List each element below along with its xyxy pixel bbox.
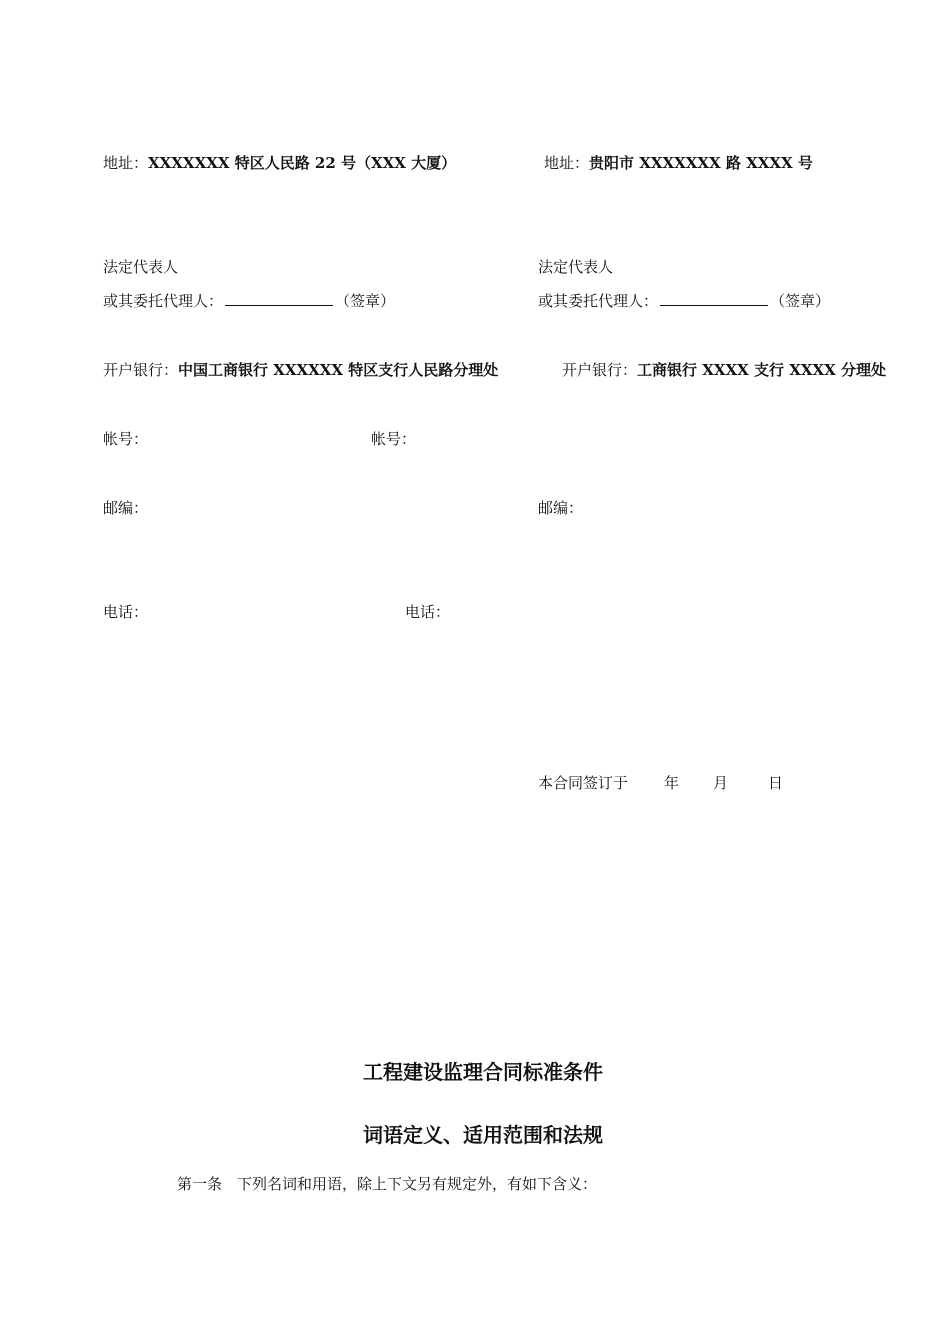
party-b-bank-value: 工商银行 XXXX 支行 XXXX 分理处 <box>637 361 887 379</box>
party-a-address-value: XXXXXXX 特区人民路 22 号（XXX 大厦） <box>148 154 457 172</box>
party-a-seal: （签章） <box>335 292 396 310</box>
party-b-postcode-label: 邮编： <box>538 499 584 517</box>
party-a-address-label: 地址： <box>103 154 149 172</box>
party-b-bank <box>562 360 886 380</box>
party-b-account-label: 帐号： <box>371 430 417 448</box>
section-subtitle: 词语定义、适用范围和法规 <box>363 1123 603 1147</box>
signing-month: 月 <box>713 774 729 792</box>
party-a-phone-label: 电话： <box>103 603 149 621</box>
party-b-signature-blank[interactable] <box>660 291 768 306</box>
party-a-bank-value: 中国工商银行 XXXXXX 特区支行人民路分理处 <box>178 361 499 379</box>
party-a-bank-label: 开户银行： <box>103 361 179 379</box>
party-b-address-value: 贵阳市 XXXXXXX 路 XXXX 号 <box>589 154 813 172</box>
party-b-address <box>544 153 813 173</box>
party-b-agent-label: 或其委托代理人： <box>538 292 659 310</box>
party-a-signature-blank[interactable] <box>225 291 333 306</box>
signing-date <box>538 773 783 793</box>
signing-day: 日 <box>768 774 784 792</box>
party-b-seal: （签章） <box>770 292 831 310</box>
party-b-phone-label: 电话： <box>405 603 451 621</box>
party-a-postcode-label: 邮编： <box>103 499 149 517</box>
section-title: 工程建设监理合同标准条件 <box>363 1060 603 1084</box>
party-a-agent-label: 或其委托代理人： <box>103 292 224 310</box>
party-b-address-label: 地址： <box>544 154 590 172</box>
party-b-agent <box>538 291 830 311</box>
party-a-agent <box>103 291 395 311</box>
party-a-legal-rep: 法定代表人 <box>103 258 179 276</box>
article-1: 第一条 下列名词和用语，除上下文另有规定外，有如下含义： <box>177 1175 598 1193</box>
party-a-address <box>103 153 456 173</box>
party-b-legal-rep: 法定代表人 <box>538 258 614 276</box>
party-a-account-label: 帐号： <box>103 430 149 448</box>
signing-label: 本合同签订于 <box>538 774 629 792</box>
party-a-bank <box>103 360 498 380</box>
signing-year: 年 <box>664 774 680 792</box>
party-b-bank-label: 开户银行： <box>562 361 638 379</box>
